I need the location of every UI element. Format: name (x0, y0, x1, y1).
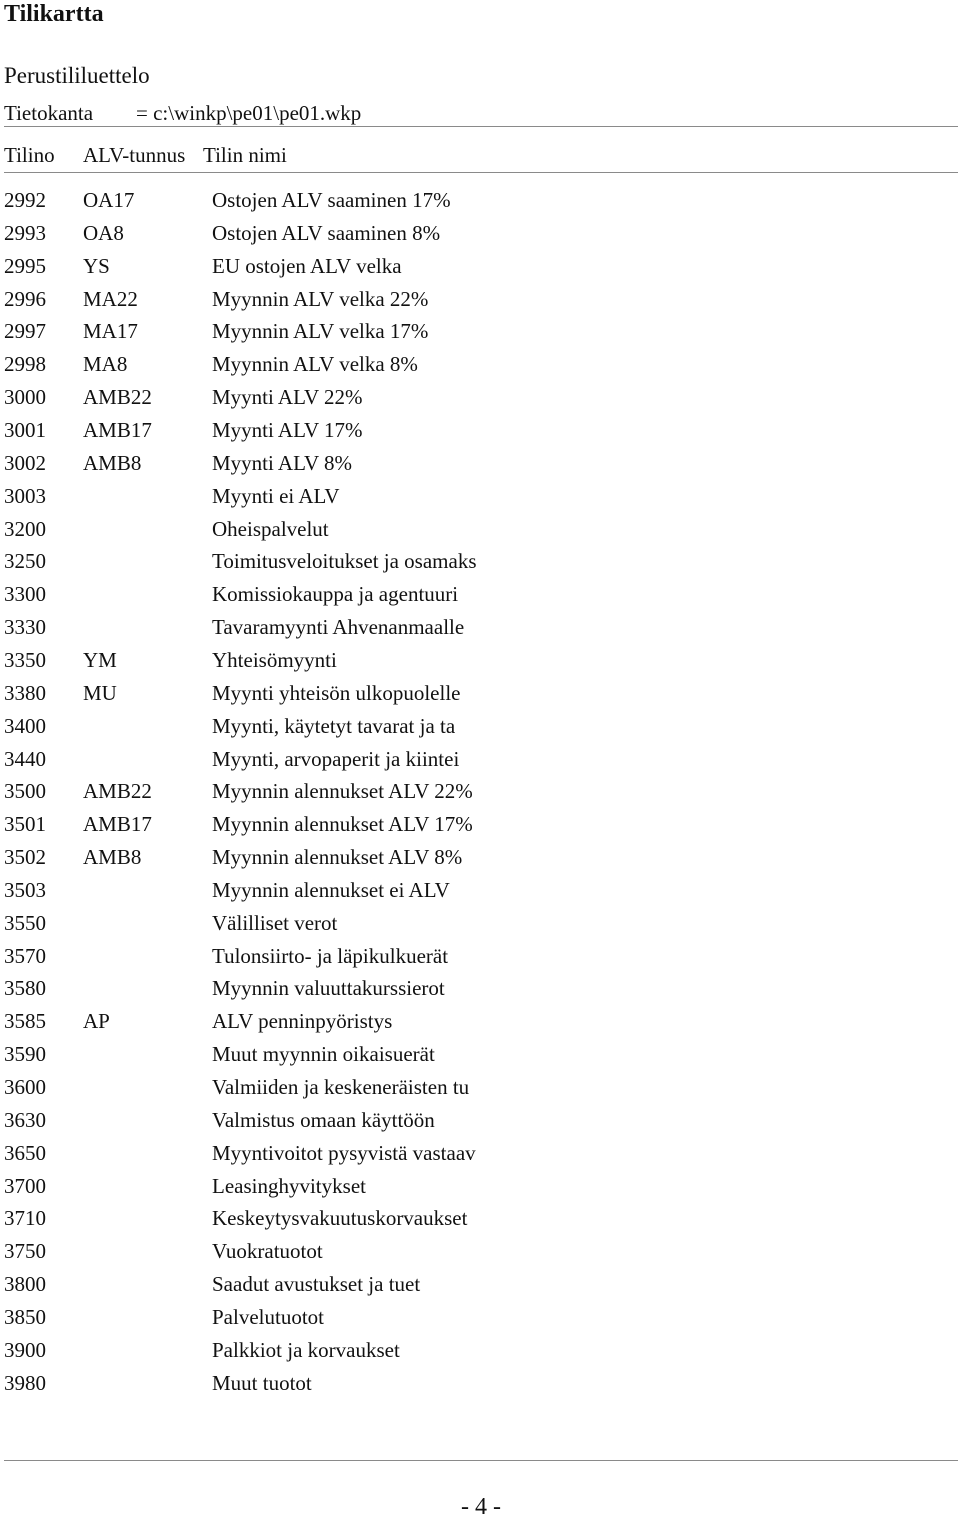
account-name: Myynnin alennukset ei ALV (212, 877, 450, 902)
account-name: Myynti yhteisön ulkopuolelle (212, 680, 461, 705)
account-number: 3250 (4, 549, 46, 574)
account-number: 2998 (4, 352, 46, 377)
vat-code: AP (83, 1009, 110, 1034)
account-name: Oheispalvelut (212, 516, 329, 541)
account-number: 2996 (4, 286, 46, 311)
vat-code: OA17 (83, 188, 135, 212)
vat-code: AMB22 (83, 385, 152, 410)
vat-code: AMB22 (83, 779, 152, 804)
account-name: Muut myynnin oikaisuerät (212, 1042, 435, 1067)
header-rule-bottom (4, 172, 958, 173)
account-number: 3550 (4, 910, 46, 935)
database-line (4, 100, 361, 126)
account-name: ALV penninpyöristys (212, 1009, 393, 1034)
account-number: 3710 (4, 1206, 46, 1231)
account-number: 3003 (4, 483, 46, 508)
vat-code: YM (83, 647, 117, 672)
vat-code: AMB8 (83, 450, 142, 475)
document-subtitle: Perustililuettelo (4, 63, 150, 88)
account-name: Myynti ALV 17% (212, 418, 363, 442)
account-number: 3650 (4, 1140, 46, 1165)
account-number: 3002 (4, 450, 46, 475)
account-number: 3000 (4, 385, 46, 410)
account-number: 3850 (4, 1304, 46, 1329)
account-name: Toimitusveloitukset ja osamaks (212, 549, 477, 574)
account-number: 3980 (4, 1370, 46, 1395)
account-name: Myynti, käytetyt tavarat ja ta (212, 713, 456, 738)
account-number: 3503 (4, 877, 46, 902)
account-name: Myynnin alennukset ALV 8% (212, 845, 463, 869)
account-number: 2995 (4, 253, 46, 278)
account-name: Tulonsiirto- ja läpikulkuerät (212, 943, 449, 968)
header-vat-code: ALV-tunnus (83, 143, 186, 167)
database-value: = c:\winkp\pe01\pe01.wkp (136, 101, 362, 125)
account-name: Valmistus omaan käyttöön (212, 1107, 435, 1132)
account-name: Palvelutuotot (212, 1304, 324, 1329)
account-name: Vuokratuotot (212, 1239, 323, 1264)
page-number-text: - 4 - (461, 1494, 501, 1520)
account-name: Myynnin ALV velka 8% (212, 352, 418, 377)
document-title: Tilikartta (4, 1, 104, 27)
vat-code: MU (83, 680, 117, 705)
account-number: 3750 (4, 1239, 46, 1264)
account-name: Myyntivoitot pysyvistä vastaav (212, 1140, 476, 1165)
account-number: 3570 (4, 943, 46, 968)
vat-code: AMB17 (83, 812, 152, 837)
account-name: Muut tuotot (212, 1370, 312, 1395)
account-number: 3501 (4, 812, 46, 837)
account-name: Leasinghyvitykset (212, 1173, 366, 1198)
vat-code: YS (83, 253, 110, 278)
account-name: Saadut avustukset ja tuet (212, 1272, 421, 1296)
vat-code: MA8 (83, 352, 128, 377)
account-name: Keskeytysvakuutuskorvaukset (212, 1206, 468, 1231)
account-number: 3800 (4, 1272, 46, 1296)
account-number: 3500 (4, 779, 46, 804)
account-name: Myynnin alennukset ALV 22% (212, 779, 473, 804)
account-name: Tavaramyynti Ahvenanmaalle (212, 615, 465, 639)
account-name: Valmiiden ja keskeneräisten tu (212, 1075, 470, 1099)
account-name: Ostojen ALV saaminen 8% (212, 220, 441, 245)
account-number: 3300 (4, 582, 46, 607)
account-number: 3600 (4, 1075, 46, 1099)
account-name: Välilliset verot (212, 910, 338, 935)
account-number: 3001 (4, 418, 46, 442)
footer-rule (4, 1460, 958, 1461)
vat-code: AMB8 (83, 845, 142, 869)
account-number: 3590 (4, 1042, 46, 1067)
account-number: 3400 (4, 713, 46, 738)
account-number: 3900 (4, 1337, 46, 1362)
account-number: 2992 (4, 188, 46, 212)
account-name: Myynnin valuuttakurssierot (212, 976, 445, 1001)
account-name: Palkkiot ja korvaukset (212, 1337, 400, 1362)
account-number: 3700 (4, 1173, 46, 1198)
vat-code: MA22 (83, 286, 138, 311)
account-name: Ostojen ALV saaminen 17% (212, 188, 451, 212)
account-number: 3585 (4, 1009, 46, 1034)
header-account-name: Tilin nimi (203, 143, 287, 167)
account-number: 3380 (4, 680, 46, 705)
account-name: Yhteisömyynti (212, 647, 337, 672)
account-number: 2997 (4, 319, 46, 344)
account-number: 3580 (4, 976, 46, 1001)
account-name: Myynti ALV 22% (212, 385, 363, 410)
account-number: 3630 (4, 1107, 46, 1132)
vat-code: AMB17 (83, 418, 152, 442)
account-number: 3440 (4, 746, 46, 771)
account-name: Komissiokauppa ja agentuuri (212, 582, 459, 607)
account-name: Myynnin alennukset ALV 17% (212, 812, 473, 837)
account-name: Myynti ei ALV (212, 483, 340, 508)
account-number: 3330 (4, 615, 46, 639)
database-label: Tietokanta (4, 101, 94, 125)
vat-code: OA8 (83, 220, 124, 245)
account-name: EU ostojen ALV velka (212, 253, 402, 278)
account-name: Myynti ALV 8% (212, 450, 353, 475)
header-rule-top (4, 126, 958, 127)
account-name: Myynnin ALV velka 22% (212, 286, 429, 311)
account-number: 3502 (4, 845, 46, 869)
vat-code: MA17 (83, 319, 138, 344)
account-number: 3350 (4, 647, 46, 672)
account-name: Myynnin ALV velka 17% (212, 319, 429, 344)
account-number: 3200 (4, 516, 46, 541)
header-account-number: Tilino (4, 143, 55, 167)
account-name: Myynti, arvopaperit ja kiintei (212, 746, 460, 771)
account-number: 2993 (4, 220, 46, 245)
